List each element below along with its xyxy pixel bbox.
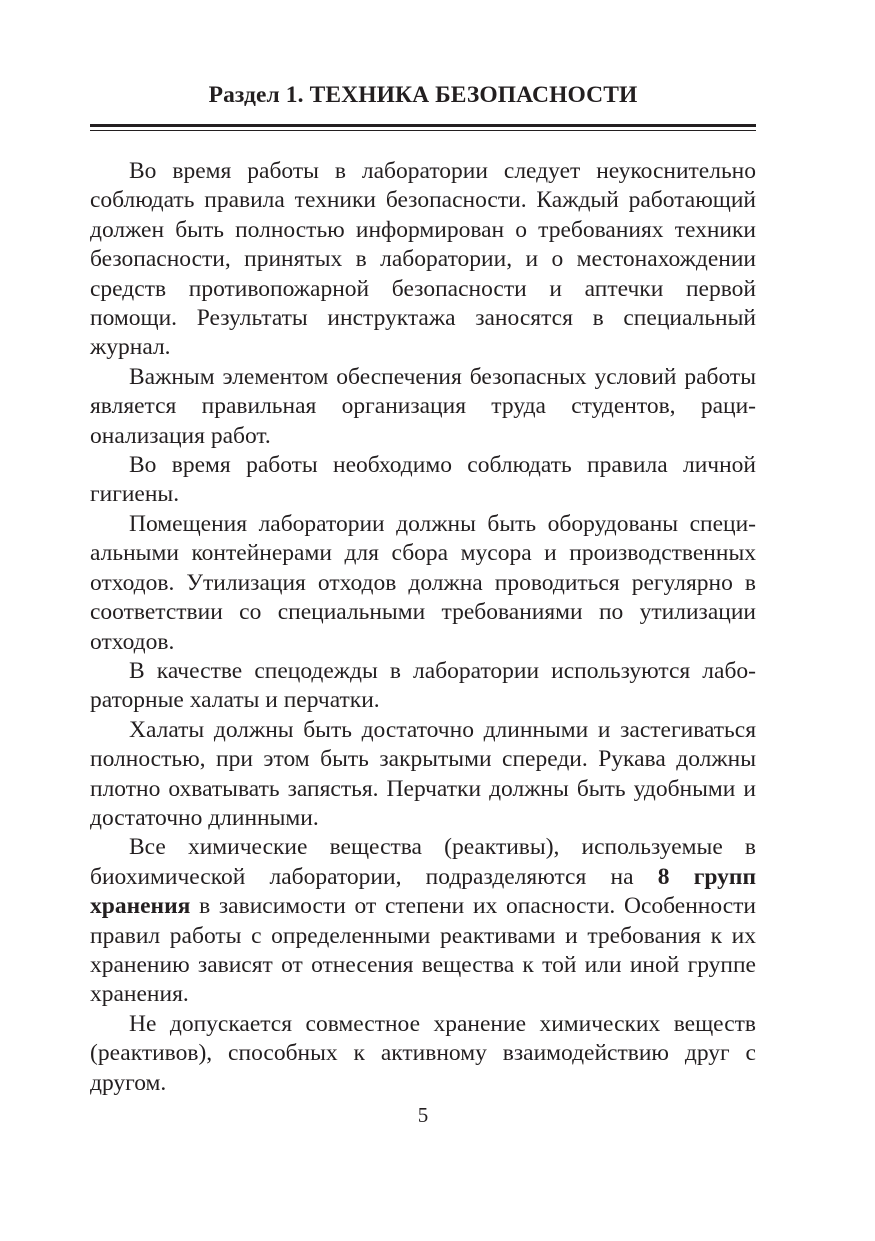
paragraph-text: в зависимости от степени их опасности. Особенности правил работы с определенными реактивами и требования к их хранению зависят от отнесения вещества к той или иной группе хранения. (90, 893, 756, 1008)
header-rule-thick (90, 124, 756, 127)
section-title: Раздел 1. ТЕХНИКА БЕЗОПАСНОСТИ (208, 82, 638, 108)
paragraph: Помещения лаборатории должны быть оборудованы специальными контейнерами для сбора мусора и производственных отходов. Утилизация отходов должна проводиться регулярно в соответствии со специальными требованиями по утилизации отходов. (90, 510, 756, 655)
paragraph: Во время работы необходимо соблюдать правила личной гигиены. (90, 452, 756, 508)
body-text (90, 157, 756, 1098)
page-number: 5 (417, 1103, 429, 1127)
paragraph (90, 833, 756, 1009)
paragraph-text: Все химические вещества (реактивы), используемые в биохимической лаборатории, подразделяются на (90, 834, 756, 890)
paragraph: В качестве спецодежды в лаборатории используются лабораторные халаты и перчатки. (90, 657, 756, 714)
header-rule-thin (90, 130, 756, 131)
paragraph: Не допускается совместное хранение химических веществ (реактивов), способных к активному взаимодействию друг с другом. (90, 1010, 756, 1096)
paragraph: Важным элементом обеспечения безопасных условий работы является правильная организация труда студентов, рационализация работ. (90, 363, 756, 449)
paragraph: Халаты должны быть достаточно длинными и застегиваться полностью, при этом быть закрытыми спереди. Рукава должны плотно охватывать запястья. Перчатки должны быть удобными и достаточно длинными. (90, 716, 756, 831)
emphasis-text: 8 групп хранения (90, 863, 757, 920)
paragraph: Во время работы в лаборатории следует неукоснительно соблюдать правила техники безопасности. Каждый работающий должен быть полностью информирован о требованиях техники безопасности, принятых в лаборатории, и о местонахождении средств противопожарной безопасности и аптечки первой помощи. Результаты инструктажа заносятся в специальный журнал. (90, 158, 756, 361)
